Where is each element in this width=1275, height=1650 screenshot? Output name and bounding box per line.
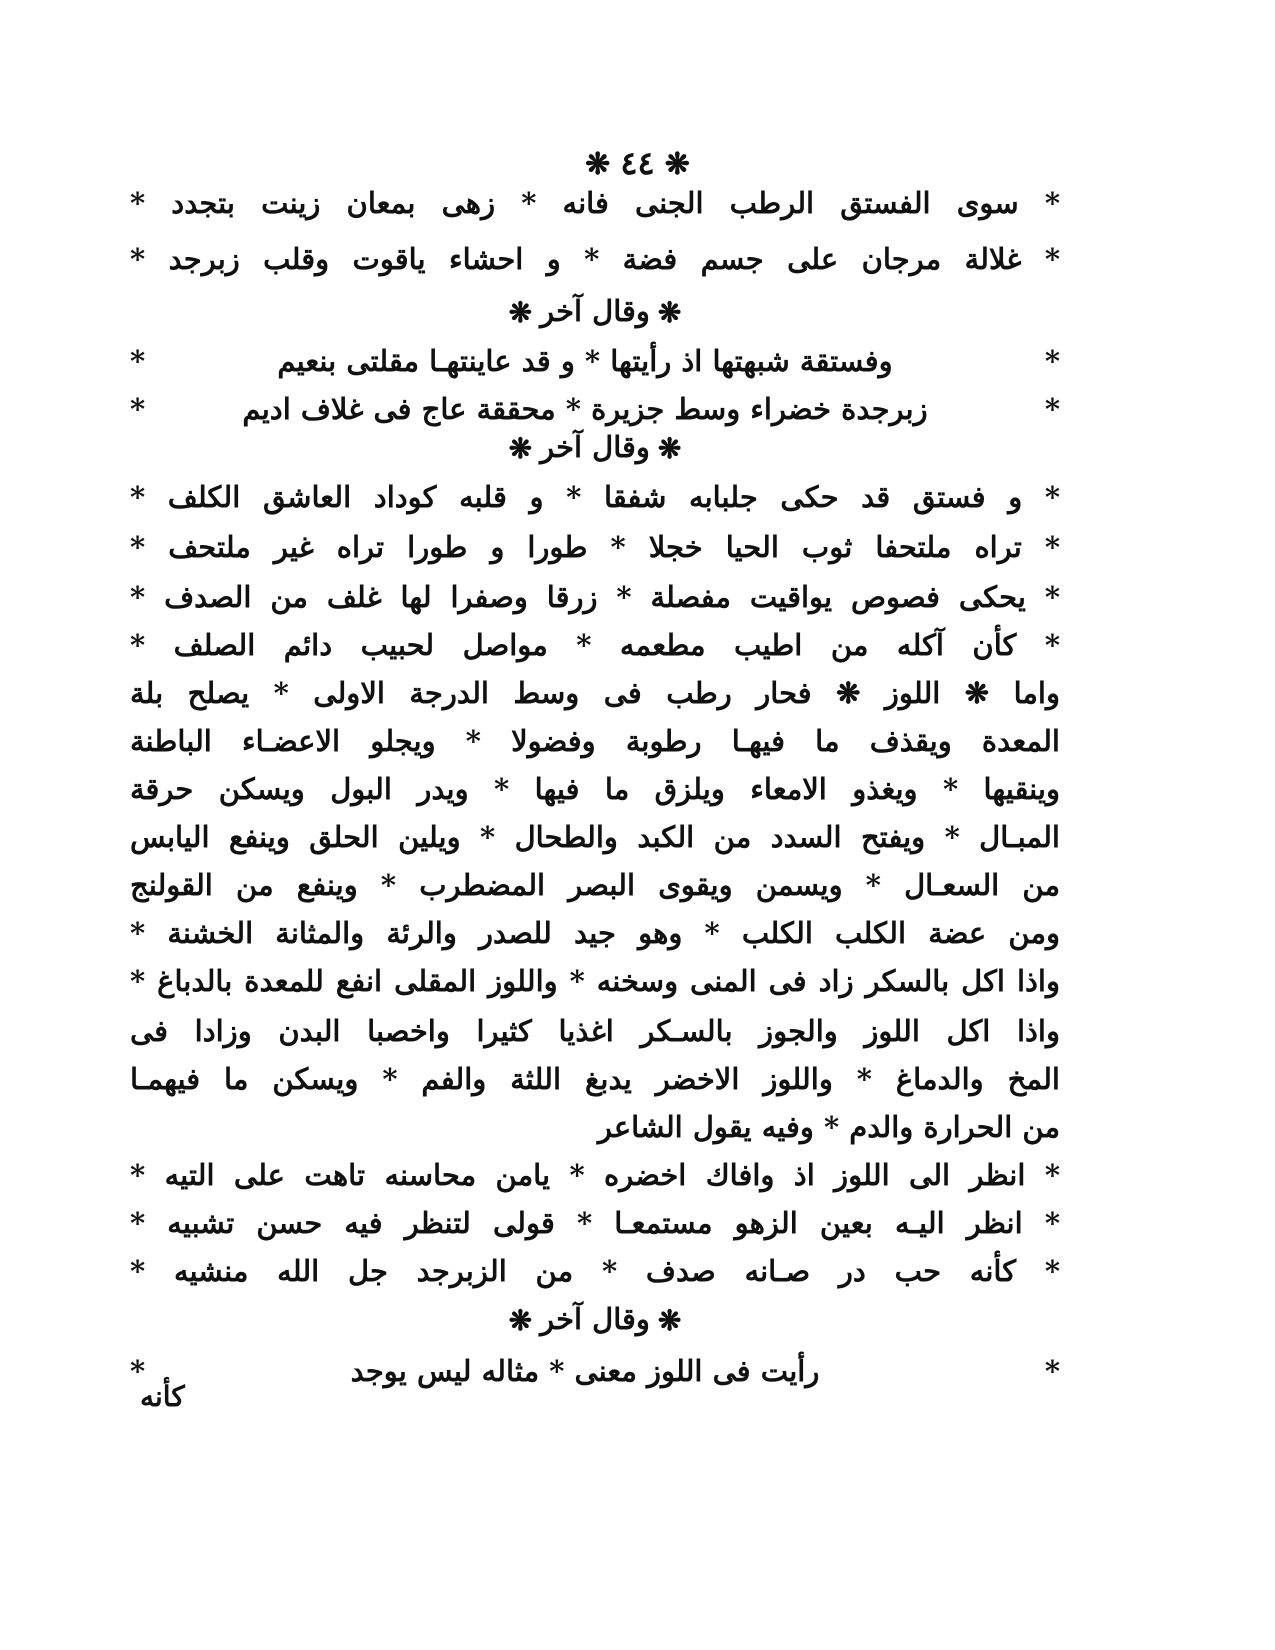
text-line: وينقيها * ويغذو الامعاء ويلزق ما فيها * ويدر البول ويسكن حرقة [130,772,1060,806]
catchword: كأنه [140,1380,185,1413]
text-line: * سوى الفستق الرطب الجنى فانه * زهى بمعان زينت بتجدد * [130,186,1060,220]
star-mark: * [1044,392,1060,426]
ornament-icon: ❋ [657,432,682,465]
star-mark: * [130,1354,146,1388]
verse-line [130,338,1060,384]
ornament-icon: ❋ [508,296,533,329]
text-line: * كأنه حب در صـانه صدف * من الزبرجد جل الله منشيه * [130,1254,1060,1288]
ornament-icon: ❋ [657,1304,682,1337]
text-line: واذا اكل اللوز والجوز بالسـكر اغذيا كثيرا واخصبا البدن وزادا فى [130,1014,1060,1048]
text-line: * انظر الى اللوز اذ وافاك اخضره * يامن محاسنه تاهت على التيه * [130,1158,1060,1192]
star-mark: * [1044,344,1060,378]
page-number-text: ٤٤ [620,144,655,182]
text-line: واما ❋ اللوز ❋ فحار رطب فى وسط الدرجة الاولى * يصلح بلة [130,676,1060,710]
ornament-icon: ❋ [664,147,690,182]
verse-line [130,1348,1060,1394]
ornament-icon: ❋ [508,432,533,465]
text-line: من السعـال * ويسمن ويقوى البصر المضطرب * وينفع من القولنج [130,868,1060,902]
text-line: من الحرارة والدم * وفيه يقول الشاعر [597,1110,1060,1144]
section-heading [130,288,1060,334]
heading-text: وقال آخر [540,430,650,464]
text-line: * غلالة مرجان على جسم فضة * و احشاء ياقوت وقلب زبرجد * [130,242,1060,276]
text-line: * و فستق قد حكى جلبابه شفقا * و قلبه كوداد العاشق الكلف * [130,480,1060,514]
ornament-icon: ❋ [508,1304,533,1337]
text-line: * انظر اليـه بعين الزهو مستمعـا * قولى لتنظر فيه حسن تشبيه * [130,1206,1060,1240]
verse-text: رأيت فى اللوز معنى * مثاله ليس يوجد [350,1354,820,1388]
star-mark: * [1044,1354,1060,1388]
text-line: ومن عضة الكلب الكلب * وهو جيد للصدر والرئة والمثانة الخشنة * [130,916,1060,950]
heading-text: وقال آخر [540,294,650,328]
ornament-icon: ❋ [657,296,682,329]
heading-text: وقال آخر [540,1302,650,1336]
section-heading [130,424,1060,470]
text-line: * تراه ملتحفا ثوب الحيا خجلا * طورا و طورا تراه غير ملتحف * [130,530,1060,564]
star-mark: * [130,344,146,378]
verse-text: زبرجدة خضراء وسط جزيرة * محققة عاج فى غلاف اديم [242,392,928,426]
ornament-icon: ❋ [585,147,611,182]
text-line: * كأن آكله من اطيب مطعمه * مواصل لحبيب دائم الصلف * [130,628,1060,662]
text-line: المخ والدماغ * واللوز الاخضر يدبغ اللثة والفم * ويسكن ما فيهمـا [130,1062,1060,1096]
section-heading [130,1296,1060,1342]
text-line: المبـال * ويفتح السدد من الكبد والطحال * ويلين الحلق وينفع اليابس [130,820,1060,854]
verse-text: وفستقة شبهتها اذ رأيتها * و قد عاينتهـا مقلتى بنعيم [277,344,893,378]
star-mark: * [130,392,146,426]
text-line: المعدة ويقذف ما فيهـا رطوبة وفضولا * ويجلو الاعضـاء الباطنة [130,724,1060,758]
text-line: واذا اكل بالسكر زاد فى المنى وسخنه * واللوز المقلى انفع للمعدة بالدباغ * [130,964,1060,998]
text-line: * يحكى فصوص يواقيت مفصلة * زرقا وصفرا لها غلف من الصدف * [130,580,1060,614]
